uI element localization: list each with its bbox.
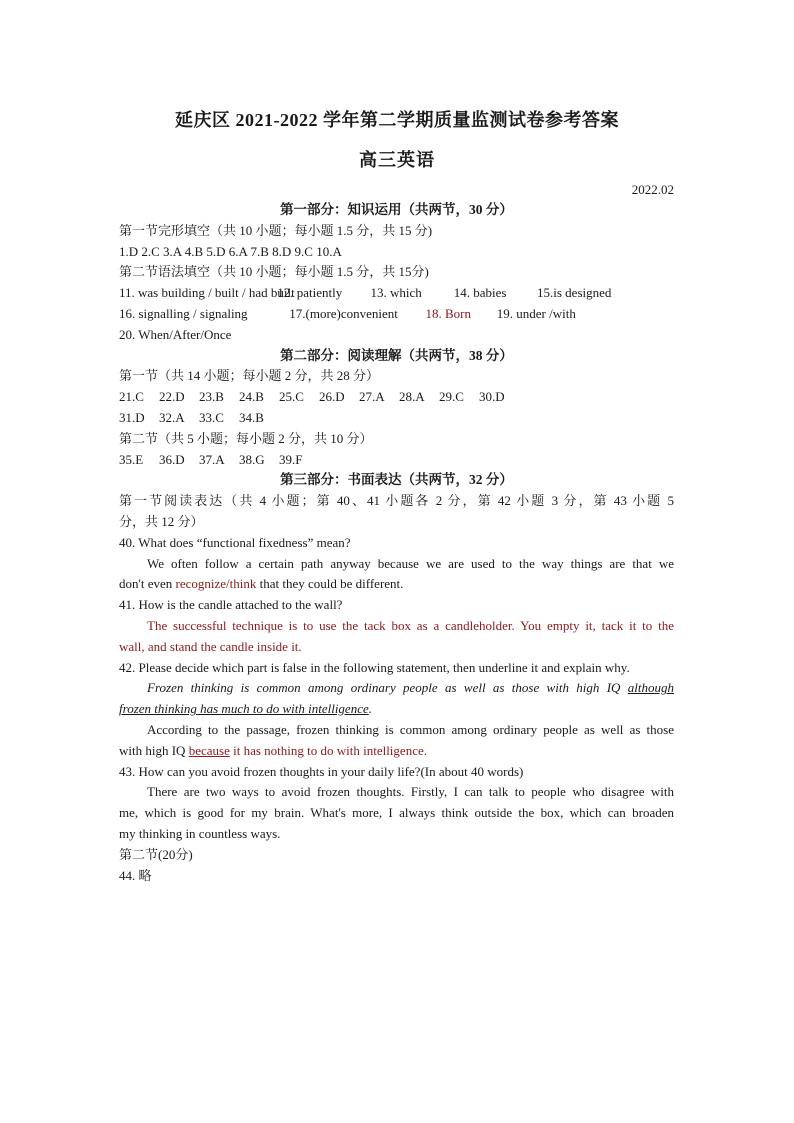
part1-sec1-title: 第一节完形填空（共 10 小题；每小题 1.5 分，共 15 分) [119, 222, 433, 238]
answer-43-end: my thinking in countless ways. [119, 825, 281, 841]
reading-answer: 30.D [479, 389, 505, 405]
answer-42-underlined: because [188, 742, 230, 758]
question-40: 40. What does “functional fixedness” mean? [119, 534, 351, 550]
document-date: 2022.02 [631, 182, 674, 197]
grammar-row-3: 20. When/After/Once [119, 326, 232, 342]
statement-42-text: Frozen thinking is common among ordinary people as well as those with high IQ [147, 680, 628, 696]
question-42: 42. Please decide which part is false in the following statement, then underline it and explain why. [119, 659, 630, 675]
reading-answer: 23.B [199, 389, 224, 405]
reading-answer: 35.E [119, 451, 144, 467]
answer-43-cont: me, which is good for my brain. What's more, I always think outside the box, which can broaden [119, 805, 674, 821]
document-body [119, 200, 674, 886]
reading-answer: 34.B [239, 409, 264, 425]
part3-sec1-title-cont: 分，共 12 分） [119, 513, 204, 529]
part3-sec1-title: 第一节阅读表达（共 4 小题；第 40、41 小题各 2 分，第 42 小题 3 分，第 43 小题 5 [119, 493, 674, 509]
answer-40-cont [119, 574, 674, 595]
reading-answer: 33.C [199, 409, 224, 425]
reading-answer: 37.A [199, 451, 225, 467]
reading-answer: 25.C [279, 389, 304, 405]
answer-41: The successful technique is to use the tack box as a candleholder. You empty it, tack it to the [147, 617, 674, 633]
statement-42-cont [119, 699, 674, 720]
answer-41-cont: wall, and stand the candle inside it. [119, 638, 302, 654]
part1-sec1-answers: 1.D 2.C 3.A 4.B 5.D 6.A 7.B 8.D 9.C 10.A [119, 243, 342, 259]
grammar-answer: 11. was building / built / had built [119, 285, 295, 301]
document-subtitle: 高三英语 [359, 150, 435, 170]
reading-row-1 [119, 387, 674, 408]
part1-sec2-title: 第二节语法填空（共 10 小题；每小题 1.5 分，共 15分) [119, 264, 429, 280]
reading-row-3 [119, 450, 674, 471]
grammar-answer: 12. patiently [277, 285, 343, 301]
statement-42-underlined: although [627, 680, 674, 696]
part2-heading: 第二部分：阅读理解（共两节，38 分） [280, 347, 513, 363]
answer-42-keyword: it has nothing to do with intelligence. [229, 742, 427, 758]
statement-42-text: . [368, 701, 372, 717]
reading-answer: 24.B [239, 389, 264, 405]
reading-row-2 [119, 408, 674, 429]
reading-answer: 31.D [119, 409, 145, 425]
part2-sec1-title: 第一节（共 14 小题；每小题 2 分，共 28 分） [119, 368, 380, 384]
reading-answer: 26.D [319, 389, 345, 405]
grammar-answer: 16. signalling / signaling [119, 305, 248, 321]
answer-40-text: don't even [119, 576, 176, 592]
grammar-row-2 [119, 304, 674, 325]
answer-42-cont [119, 741, 674, 762]
reading-answer: 22.D [159, 389, 185, 405]
part1-heading: 第一部分：知识运用（共两节，30 分） [280, 202, 513, 217]
grammar-answer: 19. under /with [496, 305, 576, 321]
question-43: 43. How can you avoid frozen thoughts in your daily life?(In about 40 words) [119, 763, 524, 779]
part3-sec2-title: 第二节(20分) [119, 846, 193, 862]
reading-answer: 38.G [239, 451, 265, 467]
answer-43: There are two ways to avoid frozen thoughts. Firstly, I can talk to people who disagree with [147, 784, 674, 800]
answer-40-text: that they could be different. [256, 576, 404, 592]
question-44: 44. 略 [119, 867, 152, 883]
grammar-answer: 15.is designed [537, 285, 612, 301]
grammar-row-1 [119, 283, 674, 304]
reading-answer: 32.A [159, 409, 185, 425]
grammar-answer-highlight: 18. Born [425, 305, 471, 321]
answer-42-text: with high IQ [119, 742, 189, 758]
reading-answer: 28.A [399, 389, 425, 405]
reading-answer: 21.C [119, 389, 144, 405]
grammar-answer: 13. which [370, 285, 422, 301]
reading-answer: 39.F [279, 451, 303, 467]
answer-42: According to the passage, frozen thinking is common among ordinary people as well as those [147, 721, 674, 737]
grammar-answer: 14. babies [453, 285, 507, 301]
statement-42 [119, 678, 674, 699]
part2-sec2-title: 第二节（共 5 小题；每小题 2 分，共 10 分） [119, 430, 373, 446]
reading-answer: 36.D [159, 451, 185, 467]
answer-40-keyword: recognize/think [175, 576, 257, 592]
document-title: 延庆区 2021-2022 学年第二学期质量监测试卷参考答案 [175, 110, 619, 130]
question-41: 41. How is the candle attached to the wall? [119, 597, 343, 613]
reading-answer: 27.A [359, 389, 385, 405]
answer-40: We often follow a certain path anyway because we are used to the way things are that we [147, 555, 674, 571]
part3-heading: 第三部分：书面表达（共两节，32 分） [280, 472, 513, 488]
grammar-answer: 17.(more)convenient [289, 305, 398, 321]
statement-42-underlined: frozen thinking has much to do with intelligence [119, 701, 369, 717]
reading-answer: 29.C [439, 389, 464, 405]
